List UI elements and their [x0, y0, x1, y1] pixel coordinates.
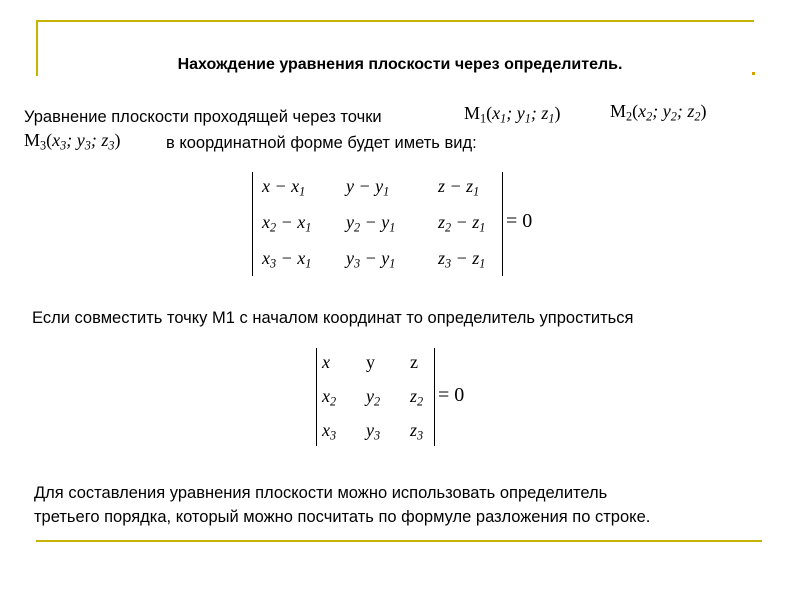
determinant-cell: $y - y_1$ — [346, 176, 390, 199]
equals-zero: = 0 — [438, 384, 465, 406]
point-m1: $M_1(x_1$; $y_1$; $z_1$) — [464, 103, 561, 126]
determinant-cell: $z_3$ — [410, 420, 424, 443]
determinant-cell: $y_2 - y_1$ — [346, 212, 396, 235]
determinant-cell: $z - z_1$ — [438, 176, 480, 199]
determinant-cell: y — [366, 352, 375, 372]
determinant-general — [252, 172, 552, 276]
determinant-cell: $z_3 - z_1$ — [438, 248, 486, 271]
conclusion-line-2: третьего порядка, который можно посчитать по формуле разложения по строке. — [34, 508, 651, 526]
determinant-cell: $z_2$ — [410, 386, 424, 409]
determinant-cell: $x_2 - x_1$ — [262, 212, 312, 235]
determinant-cell: $x_2$ — [322, 386, 337, 409]
slide-title: Нахождение уравнения плоскости через определитель. — [177, 56, 623, 73]
determinant-left-bar — [252, 172, 253, 276]
determinant-cell: $x_3 - x_1$ — [262, 248, 312, 271]
determinant-cell: $x_3$ — [322, 420, 337, 443]
frame-top-line — [36, 20, 754, 22]
determinant-left-bar — [316, 348, 317, 446]
point-m2: $M_2(x_2$; $y_2$; $z_2$) — [610, 101, 707, 124]
determinant-cell: x — [322, 352, 330, 372]
determinant-cell: $y_3$ — [366, 420, 381, 443]
equals-zero: = 0 — [506, 210, 533, 232]
point-m3: $M_3(x_3$; $y_3$; $z_3$) — [24, 130, 121, 153]
determinant-simplified — [316, 348, 476, 446]
determinant-cell: $x - x_1$ — [262, 176, 306, 199]
determinant-cell: $z_2 - z_1$ — [438, 212, 486, 235]
conclusion-line-1: Для составления уравнения плоскости можно использовать определитель — [34, 484, 608, 502]
simplification-note: Если совместить точку М1 с началом координат то определитель упроститься — [32, 309, 634, 327]
intro-line-2: в координатной форме будет иметь вид: — [166, 134, 477, 152]
intro-line-1: Уравнение плоскости проходящей через точки — [24, 108, 382, 126]
frame-bottom-line — [36, 540, 762, 542]
determinant-cell: $y_3 - y_1$ — [346, 248, 396, 271]
determinant-cell: z — [410, 352, 418, 372]
determinant-cell: $y_2$ — [366, 386, 381, 409]
